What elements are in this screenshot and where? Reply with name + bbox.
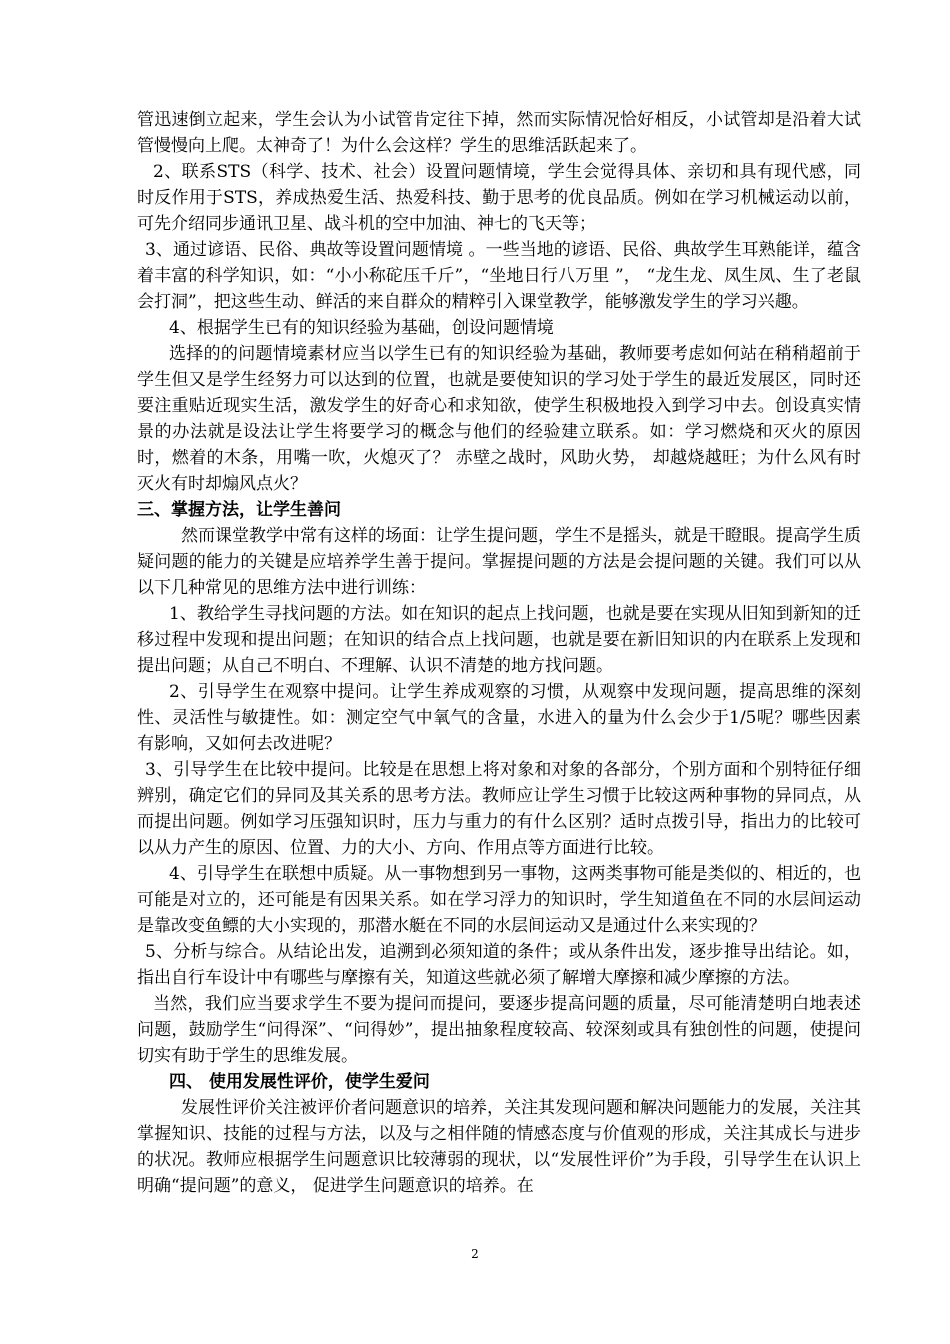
- paragraph-14: 发展性评价关注被评价者问题意识的培养，关注其发现问题和解决问题能力的发展，关注其掌握知识、技能的过程与方法，以及与之相伴随的情感态度与价值观的形成，关注其成长与进步的状况。教师应根据学生问题意识比较薄弱的现状，以“发展性评价”为手段，引导学生在认识上明确“提问题”的意义， 促进学生问题意识的培养。在: [137, 1098, 861, 1196]
- paragraph-4: 选择的的问题情境素材应当以学生已有的知识经验为基础，教师要考虑如何站在稍稍超前于学生但又是学生经努力可以达到的位置，也就是要使知识的学习处于学生的最近发展区，同时还要注重贴近现实生活，激发学生的好奇心和求知欲，使学生积极地投入到学习中去。创设真实情景的办法就是设法让学生将要学习的概念与他们的经验建立联系。如：学习燃烧和灭火的原因时，燃着的木条，用嘴一吹，火熄灭了？ 赤壁之战时，风助火势， 却越烧越旺；为什么风有时灭火有时却煽风点火？: [137, 344, 861, 494]
- body-text: [137, 107, 861, 1199]
- paragraph-6: 然而课堂教学中常有这样的场面：让学生提问题，学生不是摇头，就是干瞪眼。提高学生质疑问题的能力的关键是应培养学生善于提问。掌握提问题的方法是会提问题的关键。我们可以从以下几种常见的思维方法中进行训练：: [137, 526, 861, 598]
- page-number: 2: [471, 1247, 479, 1261]
- paragraph-3: 4、根据学生已有的知识经验为基础，创设问题情境: [169, 318, 554, 338]
- paragraph-2: 3、通过谚语、民俗、典故等设置问题情境 。一些当地的谚语、民俗、典故学生耳熟能详，蕴含着丰富的科学知识，如：“小小称砣压千斤”，“坐地日行八万里 ”， “龙生龙、凤生凤、生了老鼠会打洞”，把这些生动、鲜活的来自群众的精粹引入课堂教学，能够激发学生的学习兴趣。: [137, 240, 861, 312]
- paragraph-8: 2、引导学生在观察中提问。让学生养成观察的习惯，从观察中发现问题，提高思维的深刻性、灵活性与敏捷性。如：测定空气中氧气的含量，水进入的量为什么会少于1/5呢？哪些因素有影响，又如何去改进呢？: [137, 682, 861, 754]
- paragraph-9: 3、引导学生在比较中提问。比较是在思想上将对象和对象的各部分，个别方面和个别特征仔细辨别，确定它们的异同及其关系的思考方法。教师应让学生习惯于比较这两种事物的异同点，从而提出问题。例如学习压强知识时，压力与重力的有什么区别？适时点拨引导，指出力的比较可以从力产生的原因、位置、力的大小、方向、作用点等方面进行比较。: [137, 760, 861, 858]
- paragraph-12: 当然，我们应当要求学生不要为提问而提问，要逐步提高问题的质量，尽可能清楚明白地表述问题，鼓励学生“问得深”、“问得妙”，提出抽象程度较高、较深刻或具有独创性的问题，使提问切实有助于学生的思维发展。: [137, 994, 861, 1066]
- paragraph-1: 2、联系STS（科学、技术、社会）设置问题情境，学生会觉得具体、亲切和具有现代感，同时反作用于STS，养成热爱生活、热爱科技、勤于思考的优良品质。例如在学习机械运动以前，可先介绍同步通讯卫星、战斗机的空中加油、神七的飞天等；: [137, 162, 861, 234]
- section-heading-4: 四、 使用发展性评价，使学生爱问: [169, 1072, 430, 1092]
- paragraph-7: 1、教给学生寻找问题的方法。如在知识的起点上找问题，也就是要在实现从旧知到新知的迁移过程中发现和提出问题；在知识的结合点上找问题，也就是要在新旧知识的内在联系上发现和提出问题；从自己不明白、不理解、认识不清楚的地方找问题。: [137, 604, 861, 676]
- paragraph-0: 管迅速倒立起来，学生会认为小试管肯定往下掉，然而实际情况恰好相反，小试管却是沿着大试管慢慢向上爬。太神奇了！为什么会这样？学生的思维活跃起来了。: [137, 110, 861, 156]
- paragraph-10: 4、引导学生在联想中质疑。从一事物想到另一事物，这两类事物可能是类似的、相近的，也可能是对立的，还可能是有因果关系。如在学习浮力的知识时，学生知道鱼在不同的水层间运动是靠改变鱼鳔的大小实现的，那潜水艇在不同的水层间运动又是通过什么来实现的？: [137, 864, 861, 936]
- paragraph-11: 5、分析与综合。从结论出发，追溯到必须知道的条件；或从条件出发，逐步推导出结论。如，指出自行车设计中有哪些与摩擦有关，知道这些就必须了解增大摩擦和减少摩擦的方法。: [137, 942, 861, 988]
- section-heading-3: 三、掌握方法，让学生善问: [137, 500, 341, 520]
